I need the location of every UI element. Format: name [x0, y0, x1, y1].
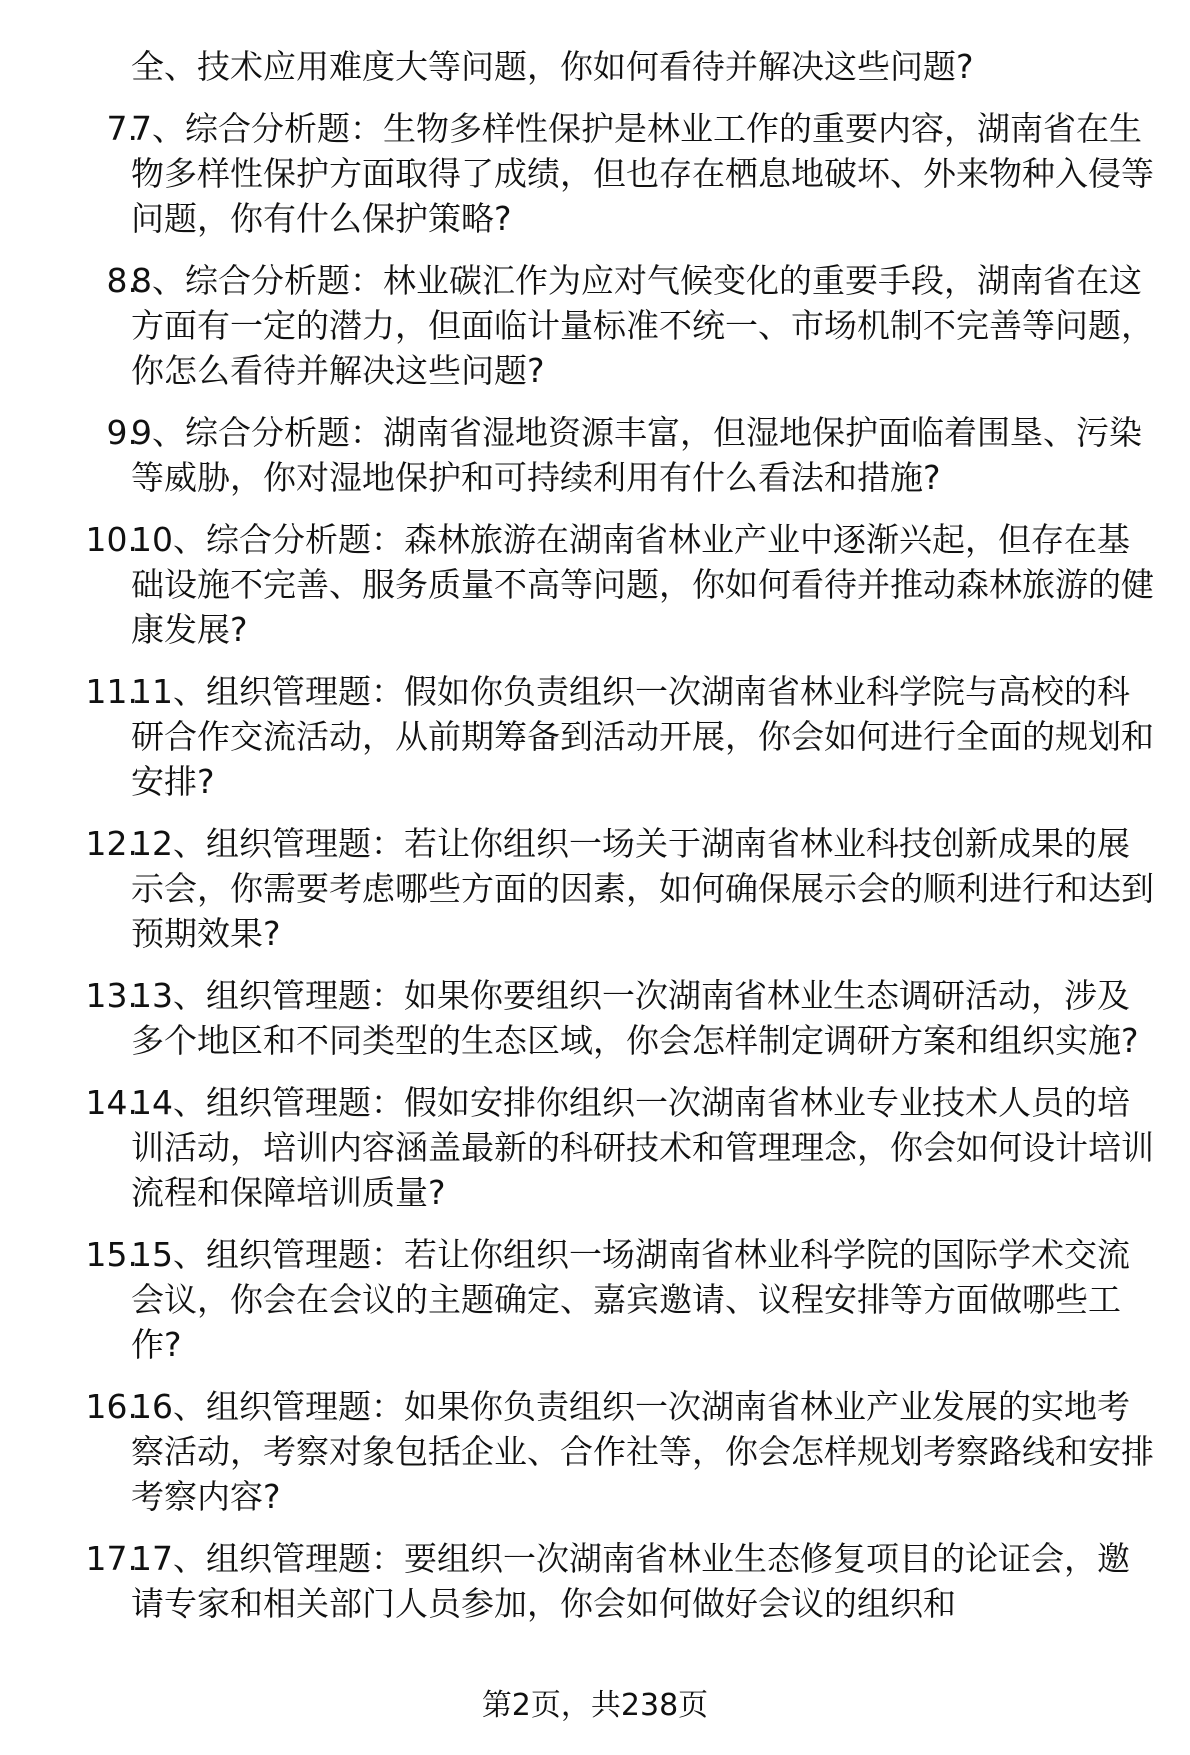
question-item-8 — [0, 258, 1190, 393]
question-item-15 — [0, 1232, 1190, 1367]
question-list — [0, 44, 1190, 1626]
question-number: 15. — [85, 1235, 138, 1274]
question-number: 8. — [106, 261, 138, 300]
question-item-9 — [0, 410, 1190, 500]
question-item-13 — [0, 973, 1190, 1063]
question-text: 12、组织管理题：若让你组织一场关于湖南省林业科技创新成果的展示会，你需要考虑哪些方面的因素，如何确保展示会的顺利进行和达到预期效果? — [131, 824, 1154, 953]
page-footer: 第2页，共238页 — [481, 1688, 709, 1723]
question-number: 9. — [106, 413, 138, 452]
question-text: 13、组织管理题：如果你要组织一次湖南省林业生态调研活动，涉及多个地区和不同类型的生态区域，你会怎样制定调研方案和组织实施? — [131, 976, 1139, 1060]
question-number: 16. — [85, 1387, 138, 1426]
question-text: 17、组织管理题：要组织一次湖南省林业生态修复项目的论证会，邀请专家和相关部门人员参加，你会如何做好会议的组织和 — [131, 1539, 1130, 1623]
question-item-14 — [0, 1080, 1190, 1215]
continuation-line: 全、技术应用难度大等问题，你如何看待并解决这些问题? — [131, 47, 974, 86]
question-item-7 — [0, 106, 1190, 241]
question-item-16 — [0, 1384, 1190, 1519]
question-number: 13. — [85, 976, 138, 1015]
question-text: 10、综合分析题：森林旅游在湖南省林业产业中逐渐兴起，但存在基础设施不完善、服务质量不高等问题，你如何看待并推动森林旅游的健康发展? — [131, 520, 1154, 649]
question-number: 12. — [85, 824, 138, 863]
question-item-11 — [0, 669, 1190, 804]
question-text: 16、组织管理题：如果你负责组织一次湖南省林业产业发展的实地考察活动，考察对象包括企业、合作社等，你会怎样规划考察路线和安排考察内容? — [131, 1387, 1154, 1516]
question-item-17 — [0, 1536, 1190, 1626]
question-text: 15、组织管理题：若让你组织一场湖南省林业科学院的国际学术交流会议，你会在会议的主题确定、嘉宾邀请、议程安排等方面做哪些工作? — [131, 1235, 1130, 1364]
question-text: 11、组织管理题：假如你负责组织一次湖南省林业科学院与高校的科研合作交流活动，从前期筹备到活动开展，你会如何进行全面的规划和安排? — [131, 672, 1154, 801]
question-number: 14. — [85, 1083, 138, 1122]
question-text: 14、组织管理题：假如安排你组织一次湖南省林业专业技术人员的培训活动，培训内容涵盖最新的科研技术和管理理念，你会如何设计培训流程和保障培训质量? — [131, 1083, 1154, 1212]
question-number: 17. — [85, 1539, 138, 1578]
question-number: 7. — [106, 109, 138, 148]
question-number: 10. — [85, 520, 138, 559]
question-text: 7、综合分析题：生物多样性保护是林业工作的重要内容，湖南省在生物多样性保护方面取得了成绩，但也存在栖息地破坏、外来物种入侵等问题，你有什么保护策略? — [131, 109, 1154, 238]
question-number: 11. — [85, 672, 138, 711]
question-item-10 — [0, 517, 1190, 652]
question-text: 8、综合分析题：林业碳汇作为应对气候变化的重要手段，湖南省在这方面有一定的潜力，但面临计量标准不统一、市场机制不完善等问题，你怎么看待并解决这些问题? — [131, 261, 1154, 390]
question-text: 9、综合分析题：湖南省湿地资源丰富，但湿地保护面临着围垦、污染等威胁，你对湿地保护和可持续利用有什么看法和措施? — [131, 413, 1142, 497]
question-item-12 — [0, 821, 1190, 956]
